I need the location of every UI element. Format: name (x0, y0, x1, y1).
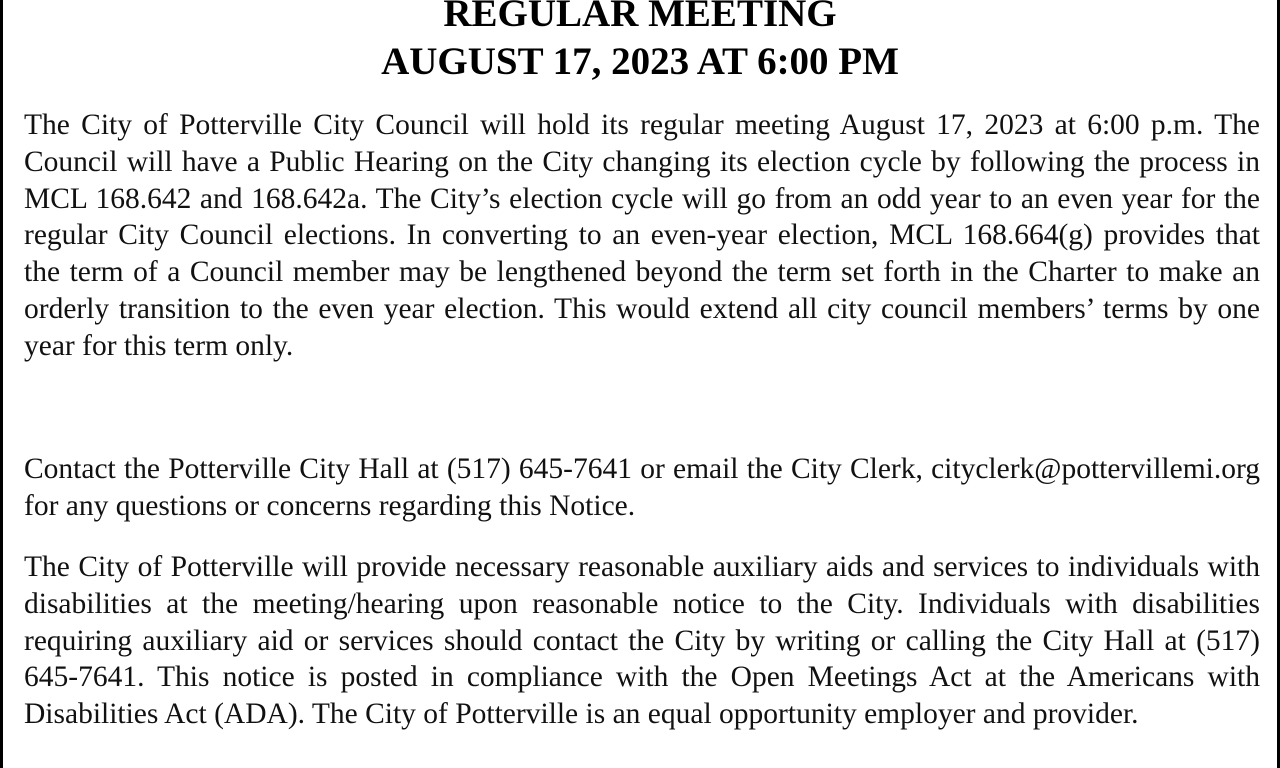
notice-paragraph-hearing: The City of Potterville City Council will hold its regular meeting August 17, 2023 at 6:00 p.m. The Council will have a Public Hearing on the City changing its election cycle by following the process in MCL 168.642 and 168.642a. The City’s election cycle will go from an odd year to an even year for the regular City Council elections. In converting to an even-year election, MCL 168.664(g) provides that the term of a Council member may be lengthened beyond the term set forth in the Charter to make an orderly transition to the even year election. This would extend all city council members’ terms by one year for this term only. (24, 109, 1260, 362)
notice-heading-meeting: REGULAR MEETING (443, 0, 837, 35)
notice-paragraph-accessibility: The City of Potterville will provide necessary reasonable auxiliary aids and services to individuals with disabilities at the meeting/hearing upon reasonable notice to the City. Individuals with disabilities requiring auxiliary aid or services should contact the City by writing or calling the City Hall at (517) 645-7641. This notice is posted in compliance with the Open Meetings Act at the Americans with Disabilities Act (ADA). The City of Potterville is an equal opportunity employer and provider. (24, 551, 1260, 731)
notice-paragraph-contact: Contact the Potterville City Hall at (517) 645-7641 or email the City Clerk, cityclerk@pottervillemi.org for any questions or concerns regarding this Notice. (24, 453, 1260, 522)
notice-heading-date: AUGUST 17, 2023 AT 6:00 PM (381, 40, 899, 83)
